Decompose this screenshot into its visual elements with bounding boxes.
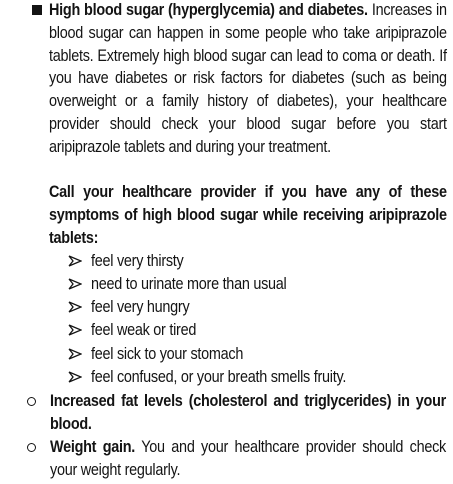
hyperglycemia-body: Increases in blood sugar can happen in some people who take aripiprazole tablets. Extremely high blood sugar can lead to coma or death. If you have diabetes or risk factors for diabetes (such as being overweight or a family history of diabetes), your healthcare provider should check your blood sugar before you start aripiprazole tablets and during your treatment. bbox=[49, 1, 447, 156]
square-bullet-icon bbox=[32, 5, 42, 15]
symptom-item: feel very hungry bbox=[91, 298, 190, 316]
fat-levels-paragraph: Increased fat levels (cholesterol and triglycerides) in your blood. bbox=[50, 392, 446, 433]
arrowhead-icon bbox=[68, 324, 82, 336]
arrowhead-icon bbox=[68, 278, 82, 290]
circle-bullet-icon bbox=[27, 443, 36, 452]
symptom-item: feel very thirsty bbox=[91, 252, 184, 270]
arrowhead-icon bbox=[68, 371, 82, 383]
hyperglycemia-heading: High blood sugar (hyperglycemia) and diabetes. bbox=[49, 1, 368, 19]
symptom-item: feel sick to your stomach bbox=[91, 345, 244, 363]
circle-bullet-icon bbox=[27, 397, 36, 406]
weight-gain-heading: Weight gain. bbox=[50, 438, 136, 456]
symptoms-callout: Call your healthcare provider if you have any of these symptoms of high blood sugar while receiving aripiprazole tablets: bbox=[49, 183, 447, 247]
arrowhead-icon bbox=[68, 255, 82, 267]
weight-gain-body: You and your healthcare provider should check your weight regularly. bbox=[50, 438, 446, 479]
arrowhead-icon bbox=[68, 348, 82, 360]
symptom-item: feel weak or tired bbox=[91, 321, 197, 339]
arrowhead-icon bbox=[68, 301, 82, 313]
symptom-item: feel confused, or your breath smells fruity. bbox=[91, 368, 347, 386]
hyperglycemia-paragraph bbox=[49, 0, 447, 159]
weight-gain-paragraph bbox=[50, 436, 446, 482]
symptom-item: need to urinate more than usual bbox=[91, 275, 287, 293]
